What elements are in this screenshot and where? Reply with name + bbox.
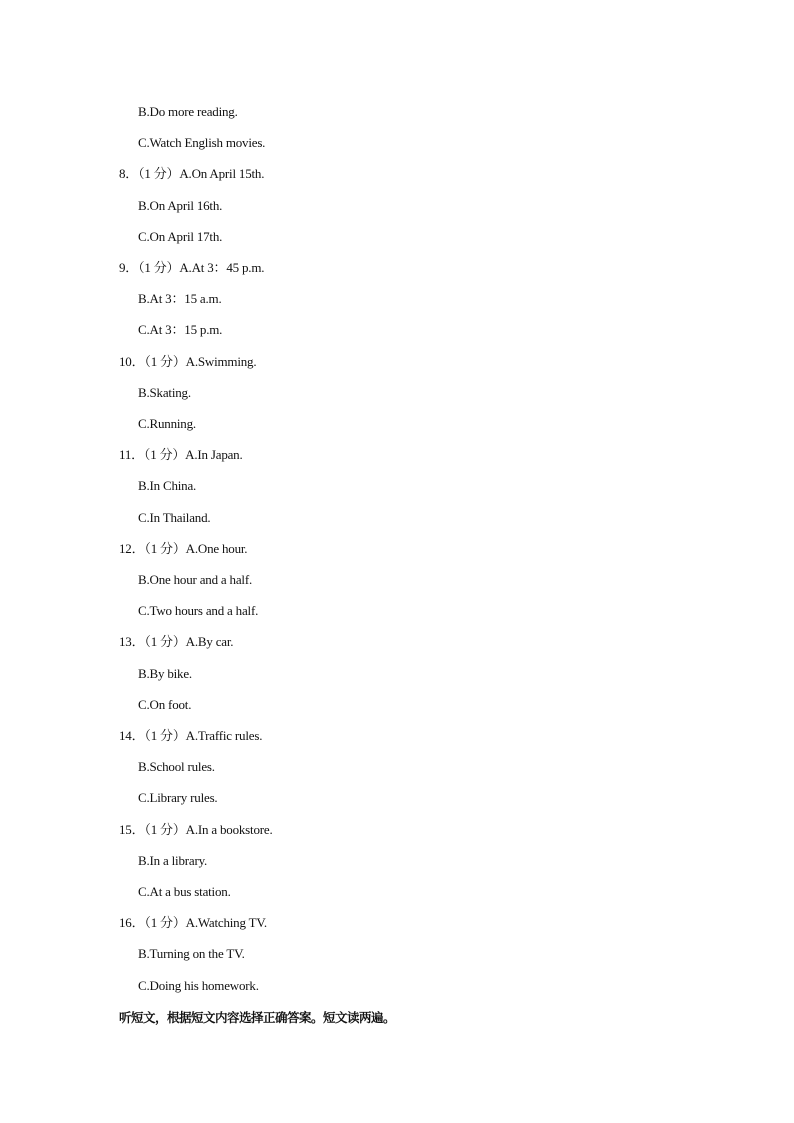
option-line: B.In a library. — [138, 852, 208, 868]
option-line: B.Do more reading. — [138, 104, 238, 119]
section-heading: 听短文，根据短文内容选择正确答案。短文读两遍。 — [119, 1010, 396, 1025]
option-line: C.On April 17th. — [138, 228, 223, 244]
option-line: B.In China. — [138, 478, 197, 494]
option-line: C.At 3：15 p.m. — [138, 322, 223, 338]
option-line: C.On foot. — [138, 696, 192, 712]
question-line: 8．（1 分）A.On April 15th. — [119, 166, 265, 182]
option-line: B.By bike. — [138, 665, 192, 681]
option-line: B.On April 16th. — [138, 197, 223, 213]
option-line: C.Running. — [138, 416, 196, 431]
option-line: C.Two hours and a half. — [138, 603, 259, 619]
question-line: 15．（1 分）A.In a bookstore. — [119, 821, 273, 837]
option-line: B.Turning on the TV. — [138, 946, 245, 962]
question-line: 16．（1 分）A.Watching TV. — [119, 915, 267, 931]
question-line: 11．（1 分）A.In Japan. — [119, 447, 243, 463]
question-line: 14．（1 分）A.Traffic rules. — [119, 728, 263, 743]
option-line: B.Skating. — [138, 384, 191, 400]
question-line: 10．（1 分）A.Swimming. — [119, 353, 257, 369]
question-line: 12．（1 分）A.One hour. — [119, 540, 248, 556]
option-line: B.One hour and a half. — [138, 572, 253, 587]
option-line: C.At a bus station. — [138, 884, 231, 899]
option-line: C.Watch English movies. — [138, 135, 266, 151]
option-line: B.School rules. — [138, 759, 215, 775]
option-line: C.In Thailand. — [138, 509, 211, 525]
option-line: C.Library rules. — [138, 790, 218, 806]
option-line: B.At 3：15 a.m. — [138, 291, 222, 307]
question-line: 13．（1 分）A.By car. — [119, 634, 234, 650]
option-line: C.Doing his homework. — [138, 977, 259, 993]
question-line: 9．（1 分）A.At 3：45 p.m. — [119, 260, 265, 275]
